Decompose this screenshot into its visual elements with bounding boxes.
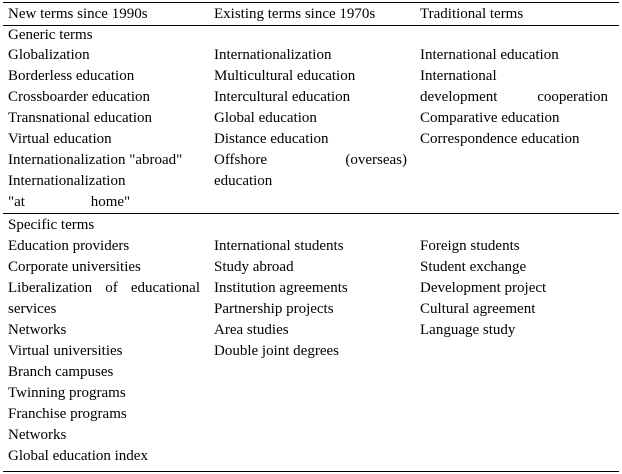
table-cell: Branch campuses [8, 364, 114, 380]
table-cell: Education providers [8, 238, 130, 254]
table-bottom-rule [3, 471, 619, 472]
table-cell: Franchise programs [8, 406, 127, 422]
table-cell: International students [214, 238, 344, 254]
table-cell: Borderless education [8, 68, 135, 84]
table-cell: Corporate universities [8, 259, 141, 275]
table-cell: Offshore (overseas) education [214, 152, 407, 189]
specific-traditional-terms-column [420, 236, 612, 341]
table-cell: Transnational education [8, 110, 153, 126]
specific-existing-terms-column [214, 236, 407, 362]
table-cell: Partnership projects [214, 301, 334, 317]
table-cell: Global education [214, 110, 317, 126]
section-label-generic: Generic terms [8, 27, 93, 43]
header-new-terms: New terms since 1990s [8, 6, 148, 22]
table-cell: Cultural agreement [420, 301, 536, 317]
table-cell: Student exchange [420, 259, 527, 275]
table-cell: Globalization [8, 47, 90, 63]
table-cell: Study abroad [214, 259, 294, 275]
header-rule [3, 25, 619, 26]
table-cell: Internationalization "at home" [8, 173, 131, 210]
generic-traditional-terms-column [420, 45, 612, 150]
header-existing-terms: Existing terms since 1970s [214, 6, 376, 22]
specific-new-terms-column [8, 236, 200, 467]
table-cell: Intercultural education [214, 89, 351, 105]
section-rule [3, 213, 619, 214]
table-cell: Distance education [214, 131, 329, 147]
table-cell: Virtual education [8, 131, 112, 147]
table-cell: Comparative education [420, 110, 560, 126]
generic-existing-terms-column [214, 45, 407, 192]
generic-new-terms-column [8, 45, 200, 213]
table-cell: Virtual universities [8, 343, 123, 359]
table-top-rule [3, 2, 619, 3]
terms-table [3, 0, 619, 474]
table-cell: Correspondence education [420, 131, 580, 147]
table-cell: Global education index [8, 448, 148, 464]
table-cell: Double joint degrees [214, 343, 339, 359]
header-traditional-terms: Traditional terms [420, 6, 524, 22]
table-cell: Development project [420, 280, 547, 296]
table-cell: Networks [8, 427, 67, 443]
table-cell: International development cooperation [420, 68, 609, 105]
table-cell: Crossboarder education [8, 89, 151, 105]
table-cell: Networks [8, 322, 67, 338]
table-cell: Liberalization of educational services [8, 280, 200, 317]
table-cell: International education [420, 47, 559, 63]
table-cell: Internationalization "abroad" [8, 152, 183, 168]
section-label-specific: Specific terms [8, 217, 95, 233]
table-cell: Twinning programs [8, 385, 126, 401]
table-cell: Institution agreements [214, 280, 348, 296]
table-cell: Foreign students [420, 238, 520, 254]
table-cell: Language study [420, 322, 516, 338]
table-cell: Multicultural education [214, 68, 356, 84]
table-cell: Internationalization [214, 47, 332, 63]
table-cell: Area studies [214, 322, 289, 338]
